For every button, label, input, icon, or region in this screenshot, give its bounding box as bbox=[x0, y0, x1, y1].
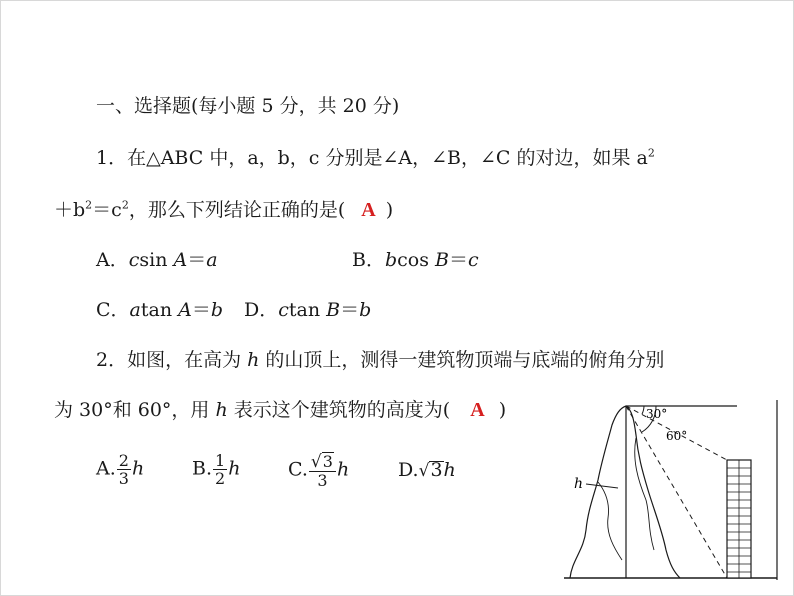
fraction: $\frac{1}{2}$ bbox=[215, 451, 226, 488]
q2-option-d[interactable]: D.√3h bbox=[398, 459, 456, 481]
mountain-outline bbox=[570, 406, 680, 578]
q2-option-a[interactable]: A. $\frac{2}{3}$ h bbox=[96, 451, 145, 488]
q1-option-a[interactable]: A．csin A＝a bbox=[96, 249, 218, 271]
q2-option-c[interactable]: C. $\frac{√3}{3}$ h bbox=[288, 452, 350, 490]
sqrt-sign: √ bbox=[310, 452, 322, 472]
q1-option-c[interactable]: C．atan A＝b bbox=[96, 299, 224, 321]
section-title: 一、选择题(每小题 5 分，共 20 分) bbox=[96, 95, 400, 117]
q1-option-b[interactable]: B．bcos B＝c bbox=[352, 249, 479, 271]
mountain-ridge bbox=[598, 482, 622, 560]
q1-option-d[interactable]: D．ctan B＝b bbox=[244, 299, 372, 321]
height-label: h bbox=[574, 476, 584, 492]
angle-label-60: 60° bbox=[666, 429, 688, 443]
fraction: $\frac{2}{3}$ bbox=[118, 451, 129, 488]
answer-1: A bbox=[361, 199, 376, 221]
mountain-building-figure bbox=[562, 400, 782, 586]
question-2-line-1: 2．如图，在高为 h 的山顶上，测得一建筑物顶端与底端的俯角分别 bbox=[96, 349, 665, 371]
q2-option-b[interactable]: B. $\frac{1}{2}$ h bbox=[192, 451, 241, 488]
question-1-line-1: 1．在△ABC 中，a，b，c 分别是∠A，∠B，∠C 的对边，如果 $a^2$ bbox=[96, 146, 655, 169]
sqrt-sign: √ bbox=[418, 461, 430, 481]
answer-2: A bbox=[470, 399, 485, 421]
question-2-line-2: 为 30°和 60°，用 h 表示这个建筑物的高度为( A ) bbox=[54, 399, 507, 421]
angle-label-30: 30° bbox=[646, 407, 668, 421]
angle-arc-30 bbox=[642, 406, 644, 414]
mountain-ridge bbox=[635, 438, 654, 550]
question-1-line-2: $+b^2=c^2$，那么下列结论正确的是( A ) bbox=[54, 198, 394, 221]
fraction: $\frac{√3}{3}$ bbox=[309, 452, 336, 489]
